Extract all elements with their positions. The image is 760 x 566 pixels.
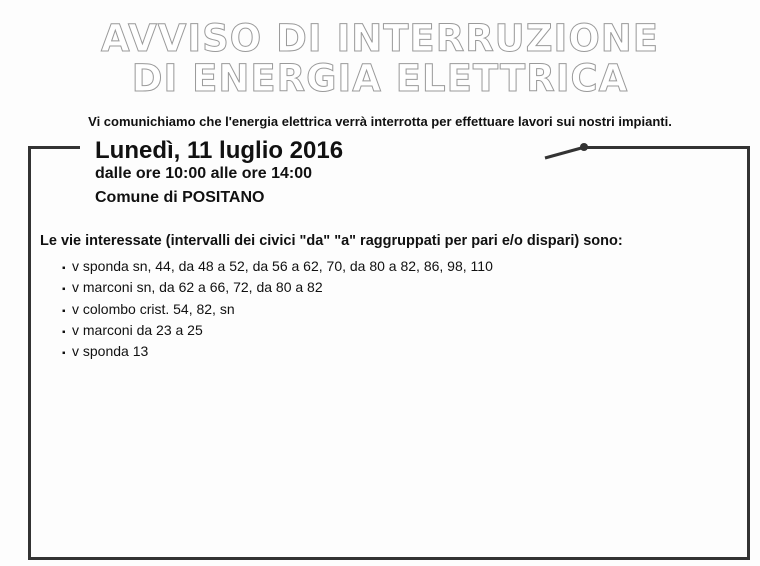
- notice-title-line-1: AVVISO DI INTERRUZIONE: [100, 17, 660, 60]
- list-item: [62, 300, 493, 321]
- list-item: [62, 321, 493, 342]
- streets-heading: Le vie interessate (intervalli dei civici "da" "a" raggruppati per pari e/o dispari) sono:: [40, 233, 623, 249]
- intro-text: Vi comunichiamo che l'energia elettrica verrà interrotta per effettuare lavori sui nostri impianti.: [88, 114, 672, 129]
- street-text: v colombo crist. 54, 82, sn: [72, 300, 235, 317]
- list-item: [62, 342, 493, 363]
- outage-date: Lunedì, 11 luglio 2016: [95, 137, 344, 164]
- bullet-icon: ▪: [62, 263, 66, 274]
- frame-top-right-segment: [585, 146, 750, 149]
- bullet-icon: ▪: [62, 326, 66, 338]
- list-item: [62, 257, 493, 278]
- frame-top-left-segment: [28, 146, 80, 149]
- outage-hours: dalle ore 10:00 alle ore 14:00: [95, 165, 313, 182]
- bullet-icon: ▪: [62, 348, 66, 360]
- notice-title-line-2: DI ENERGIA ELETTRICA: [131, 57, 629, 100]
- list-item: [62, 278, 493, 299]
- street-text: v marconi da 23 a 25: [72, 321, 203, 338]
- bullet-icon: ▪: [62, 305, 66, 317]
- street-text: v sponda sn, 44, da 48 a 52, da 56 a 62, 70, da 80 a 82, 86, 98, 110: [72, 258, 493, 274]
- street-text: v sponda 13: [72, 343, 149, 360]
- street-list: [62, 257, 493, 363]
- street-text: v marconi sn, da 62 a 66, 72, da 80 a 82: [72, 279, 323, 296]
- outage-comune: Comune di POSITANO: [95, 189, 265, 206]
- bullet-icon: ▪: [62, 284, 66, 296]
